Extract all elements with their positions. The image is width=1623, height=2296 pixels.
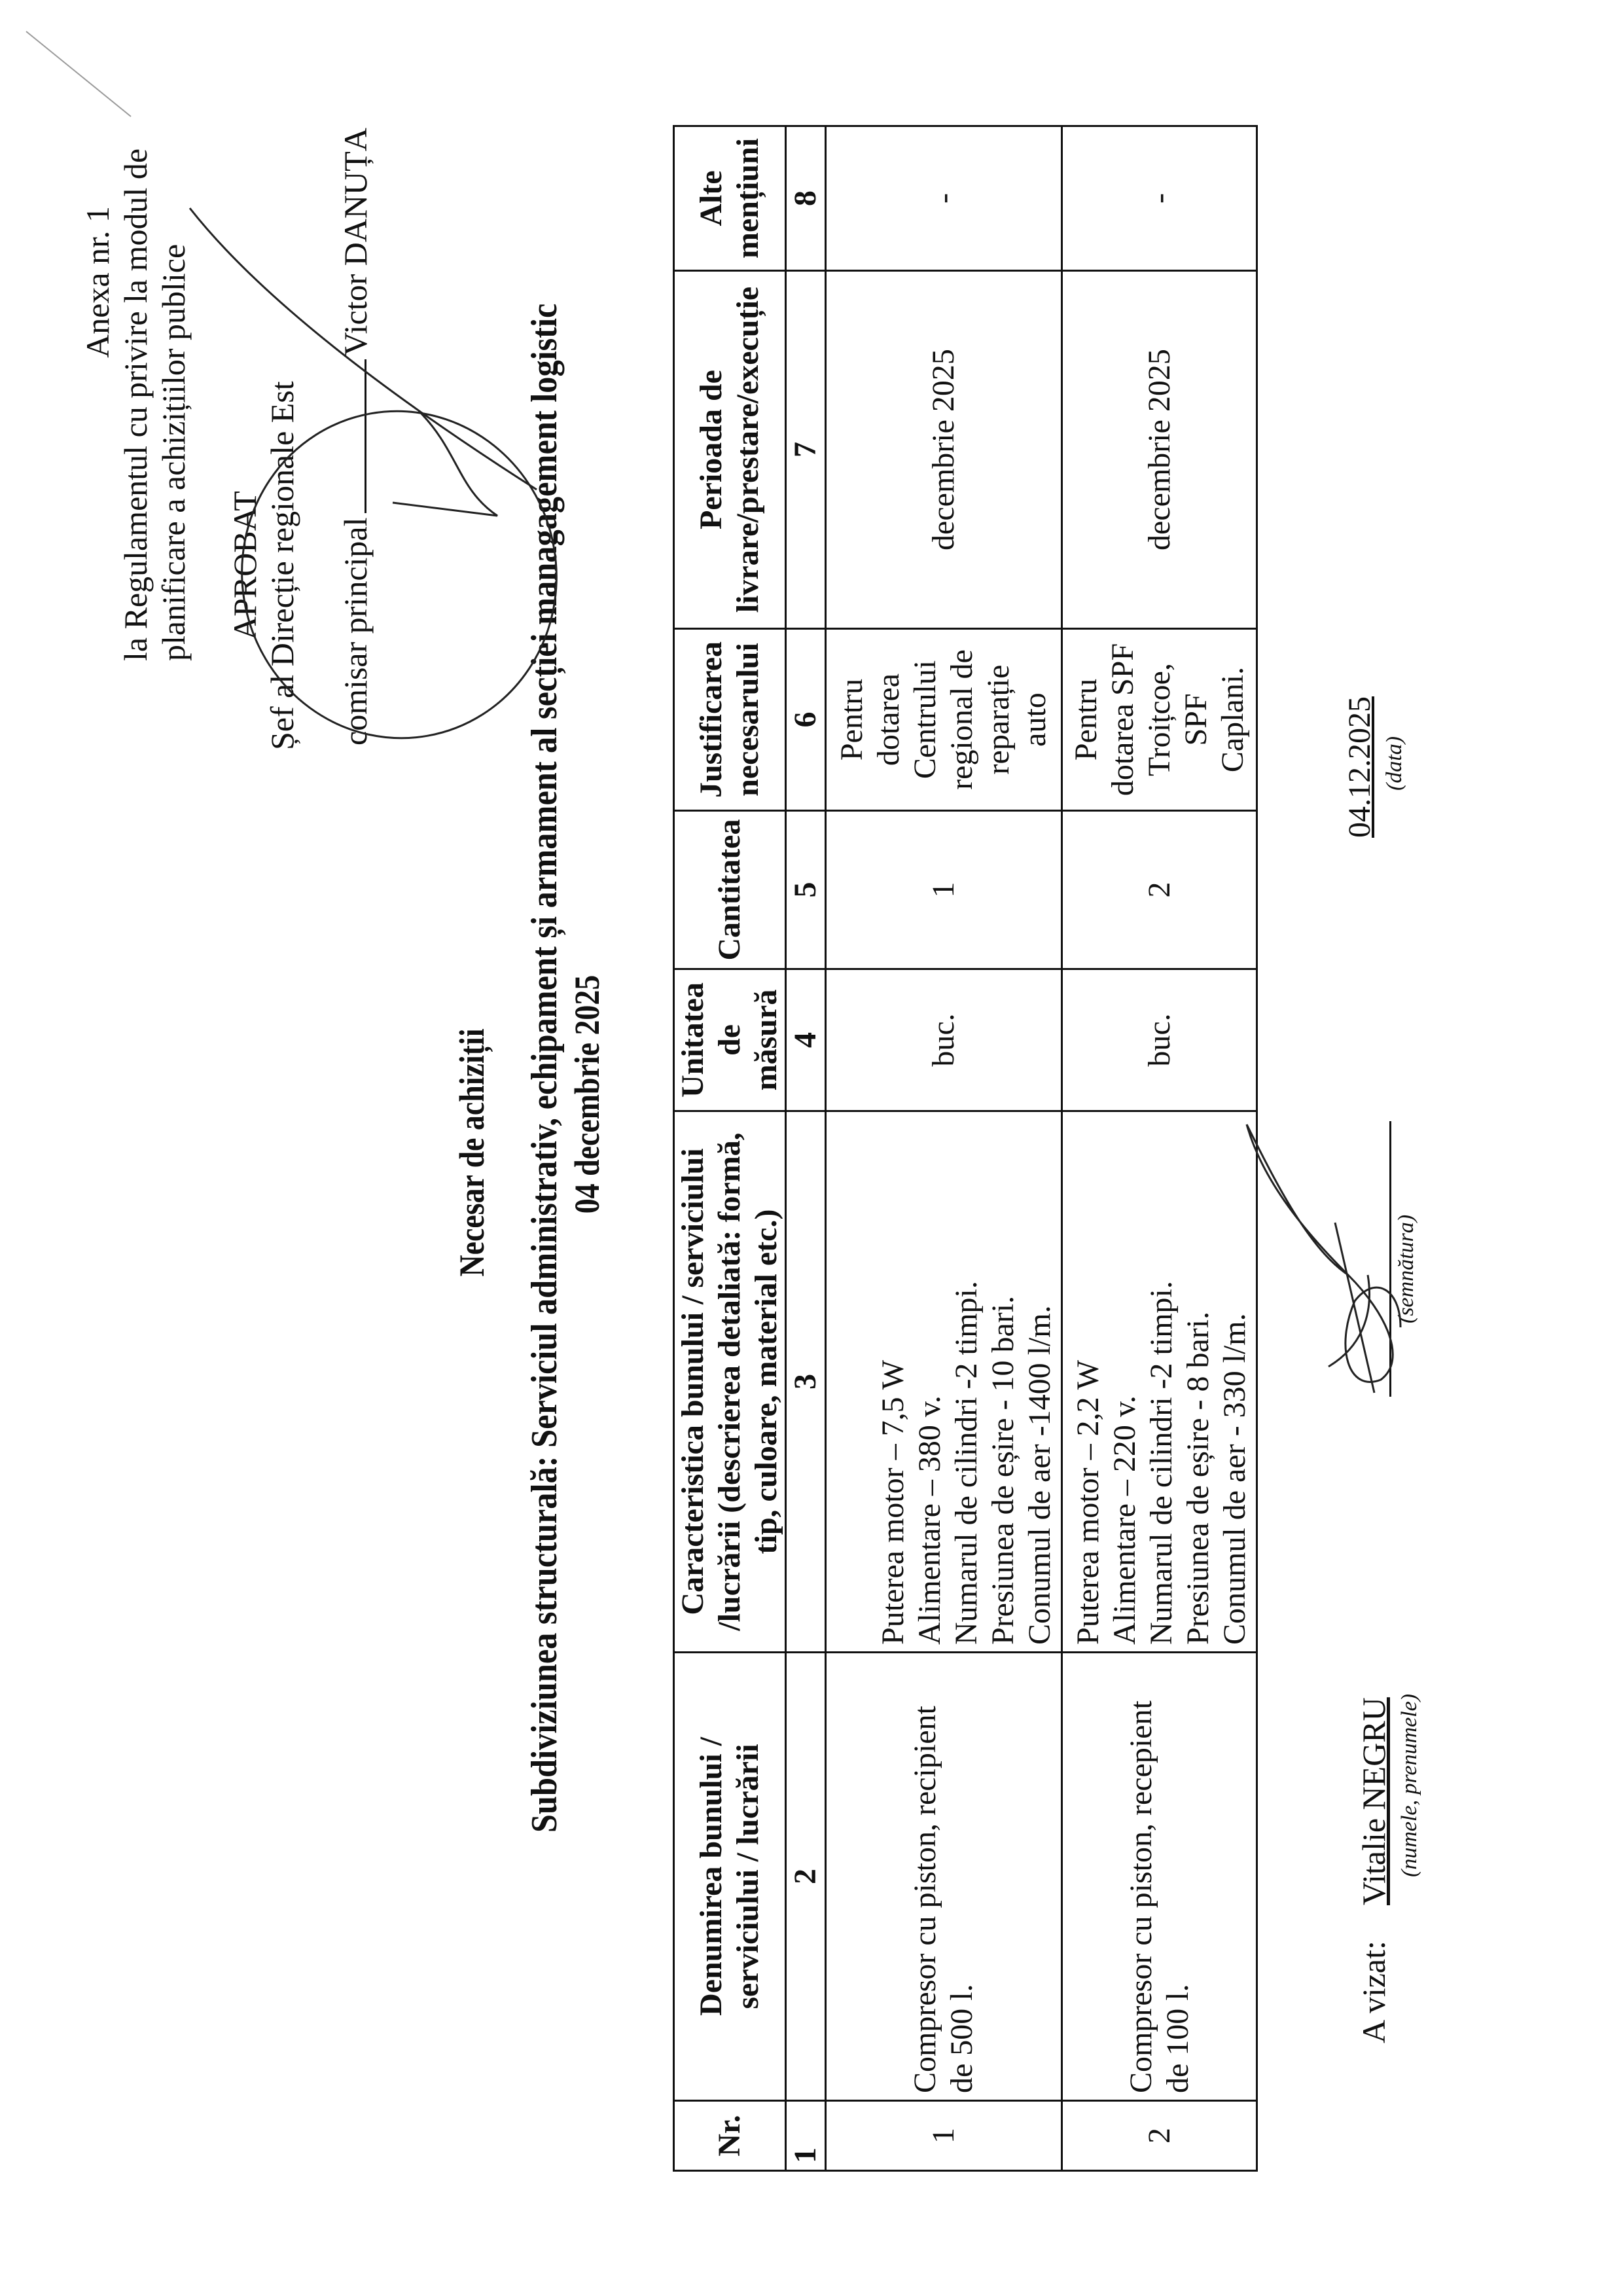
header-justification: Justificarea necesarului xyxy=(674,629,786,811)
cell-other: - xyxy=(826,126,1062,271)
cell-justification: Pentru dotarea Centrului regional de reparație auto xyxy=(826,629,1062,811)
annex-regulation-line: planificare a achizițiilor publice xyxy=(155,243,192,661)
approver-signature-line xyxy=(338,360,366,514)
approver-name: Victor DANUȚA xyxy=(337,128,374,356)
cell-spec: Puterea motor – 7,5 W Alimentare – 380 v. Numarul de cilindri -2 timpi. Presiunea de eșire - 10 bari. Conumul de aer -1400 l/m. xyxy=(826,1111,1062,1653)
column-number: 2 xyxy=(786,1653,826,2101)
header-other: Alte mențiuni xyxy=(674,126,786,271)
signed-date-caption: (data) xyxy=(1382,736,1406,791)
cell-qty: 2 xyxy=(1062,811,1257,969)
approver-line xyxy=(336,128,374,745)
vizat-label: A vizat: xyxy=(1355,1941,1392,2043)
table-row xyxy=(1062,126,1257,2171)
column-number: 7 xyxy=(786,271,826,629)
cell-unit: buc. xyxy=(826,969,1062,1111)
column-number: 6 xyxy=(786,629,826,811)
approval-label: APROBAT xyxy=(226,491,263,640)
signed-date: 04.12.2025 xyxy=(1342,696,1377,838)
cell-qty: 1 xyxy=(826,811,1062,969)
subdivision-heading: Subdiviziunea structurală: Serviciul administrativ, echipament și armament al secției managagement logistic xyxy=(524,303,565,1833)
cell-other: - xyxy=(1062,126,1257,271)
header-spec: Caracteristica bunului / serviciului /lucrării (descrierea detaliată: formă, tip, culoare, material etc.) xyxy=(674,1111,786,1653)
vizat-signature xyxy=(1247,1124,1400,1393)
approver-position: Șef al Direcție regionale Est xyxy=(264,381,300,750)
scan-artifact-line xyxy=(26,31,131,117)
annex-number: Anexa nr. 1 xyxy=(79,206,116,358)
annex-regulation-line: la Regulamentul cu privire la modul de xyxy=(117,148,154,661)
cell-unit: buc. xyxy=(1062,969,1257,1111)
column-number-row xyxy=(786,126,826,2171)
cell-name: Compresor cu piston, recepient de 100 l. xyxy=(1062,1653,1257,2101)
header-name: Denumirea bunului / serviciului / lucrării xyxy=(674,1653,786,2101)
table-header-row xyxy=(674,126,786,2171)
column-number: 3 xyxy=(786,1111,826,1653)
column-number: 8 xyxy=(786,126,826,271)
cell-period: decembrie 2025 xyxy=(1062,271,1257,629)
column-number: 5 xyxy=(786,811,826,969)
cell-justification: Pentru dotarea SPF Troițcoe, SPF Caplani. xyxy=(1062,629,1257,811)
vizat-name: Vitalie NEGRU xyxy=(1355,1697,1392,1905)
table-row xyxy=(826,126,1062,2171)
annex-reference xyxy=(79,144,192,661)
cell-nr: 1 xyxy=(826,2101,1062,2171)
cell-period: decembrie 2025 xyxy=(826,271,1062,629)
document-date: 04 decembrie 2025 xyxy=(567,975,607,1214)
approver-rank: comisar principal xyxy=(337,517,374,745)
document-title: Necesar de achiziții xyxy=(452,1028,491,1277)
cell-name: Compresor cu piston, recipient de 500 l. xyxy=(826,1653,1062,2101)
procurement-table xyxy=(673,125,1258,2172)
header-period: Perioada de livrare/prestare/execuție xyxy=(674,271,786,629)
column-number: 1 xyxy=(786,2101,826,2171)
cell-spec: Puterea motor – 2,2 W Alimentare – 220 v. Numarul de cilindri -2 timpi. Presiunea de eșire - 8 bari. Conumul de aer - 330 l/m. xyxy=(1062,1111,1257,1653)
header-nr: Nr. xyxy=(674,2101,786,2171)
cell-nr: 2 xyxy=(1062,2101,1257,2171)
column-number: 4 xyxy=(786,969,826,1111)
header-unit: Unitatea de măsură xyxy=(674,969,786,1111)
signature-line xyxy=(1389,1121,1391,1397)
approval-signature-stroke xyxy=(393,411,497,516)
header-qty: Cantitatea xyxy=(674,811,786,969)
vizat-name-caption: (numele, prenumele) xyxy=(1397,1693,1421,1877)
signature-caption: (semnătura) xyxy=(1394,1214,1418,1323)
